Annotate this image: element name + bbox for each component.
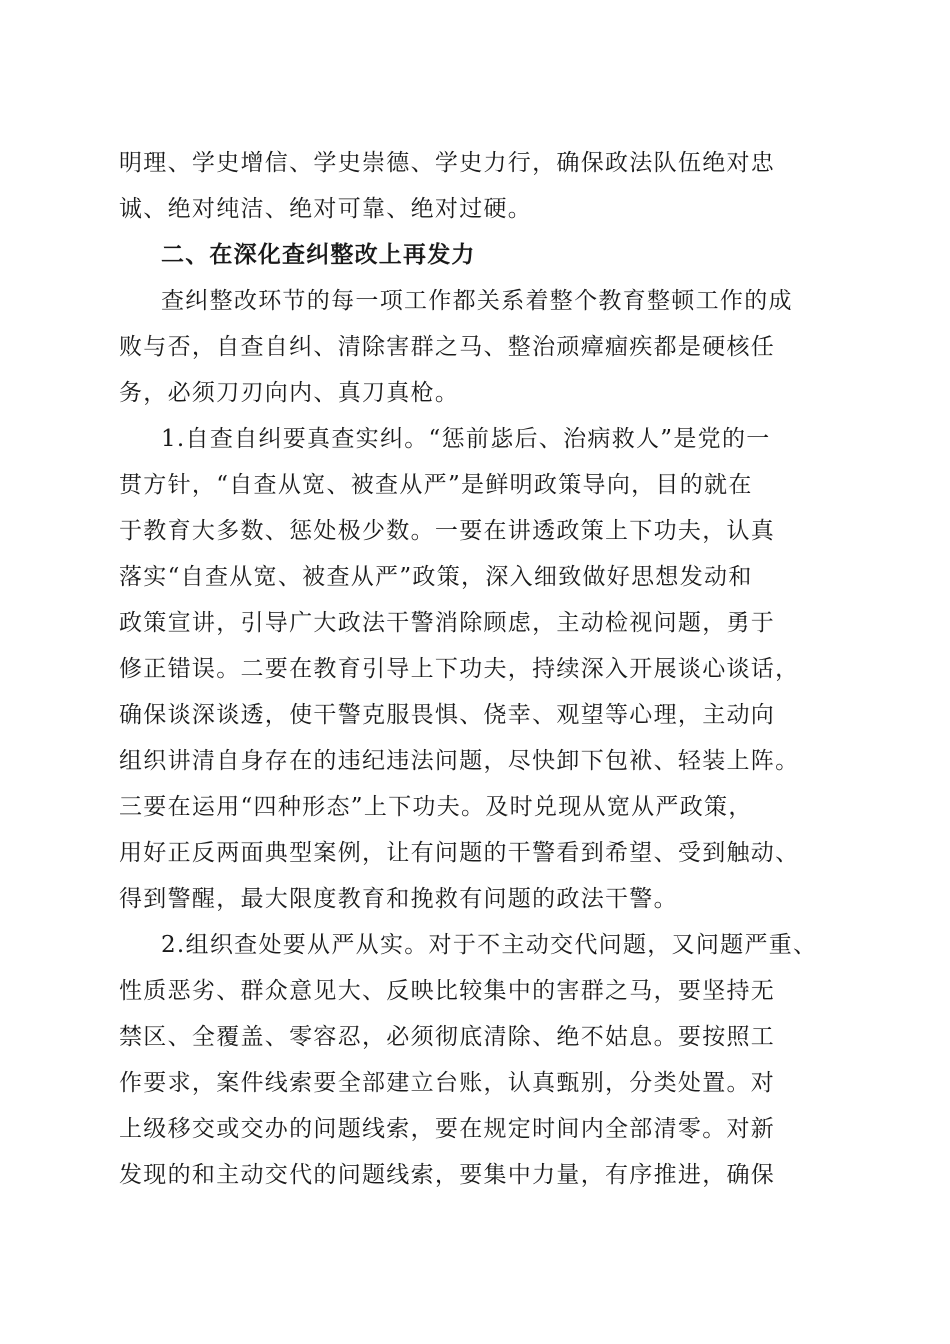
- text-line: 2.组织查处要从严从实。对于不主动交代问题，又问题严重、: [161, 932, 818, 958]
- text-line: 诚、绝对纯洁、绝对可靠、绝对过硬。: [119, 196, 533, 222]
- text-line: 性质恶劣、群众意见大、反映比较集中的害群之马，要坚持无: [119, 978, 776, 1004]
- text-line: 明理、学史增信、学史崇德、学史力行，确保政法队伍绝对忠: [119, 150, 776, 176]
- text-line: 落实“自查从宽、被查从严”政策，深入细致做好思想发动和: [119, 564, 753, 590]
- text-line: 务，必须刀刃向内、真刀真枪。: [119, 380, 460, 406]
- text-line: 贯方针，“自查从宽、被查从严”是鲜明政策导向，目的就在: [119, 472, 753, 498]
- text-line: 确保谈深谈透，使干警克服畏惧、侥幸、观望等心理，主动向: [119, 702, 776, 728]
- text-line: 作要求，案件线索要全部建立台账，认真甄别，分类处置。对: [119, 1070, 776, 1096]
- item-1-paragraph: [119, 416, 837, 922]
- text-line: 用好正反两面典型案例，让有问题的干警看到希望、受到触动、: [119, 840, 800, 866]
- text-line: 发现的和主动交代的问题线索，要集中力量，有序推进，确保: [119, 1162, 776, 1188]
- item-2-paragraph: [119, 922, 837, 1198]
- text-line: 禁区、全覆盖、零容忍，必须彻底清除、绝不姑息。要按照工: [119, 1024, 776, 1050]
- text-line: 1.自查自纠要真查实纠。“惩前毖后、治病救人”是党的一: [161, 426, 771, 452]
- section-intro-paragraph: [119, 278, 837, 416]
- text-line: 败与否，自查自纠、清除害群之马、整治顽瘴痼疾都是硬核任: [119, 334, 776, 360]
- section-heading: 二、在深化查纠整改上再发力: [161, 242, 476, 268]
- text-line: 三要在运用“四种形态”上下功夫。及时兑现从宽从严政策，: [119, 794, 753, 820]
- text-line: 查纠整改环节的每一项工作都关系着整个教育整顿工作的成: [161, 288, 793, 314]
- text-line: 政策宣讲，引导广大政法干警消除顾虑，主动检视问题，勇于: [119, 610, 776, 636]
- text-line: 修正错误。二要在教育引导上下功夫，持续深入开展谈心谈话，: [119, 656, 800, 682]
- text-line: 得到警醒，最大限度教育和挽救有问题的政法干警。: [119, 886, 678, 912]
- text-line: 于教育大多数、惩处极少数。一要在讲透政策上下功夫，认真: [119, 518, 776, 544]
- document-page: [119, 140, 837, 1198]
- text-line: 组织讲清自身存在的违纪违法问题，尽快卸下包袱、轻装上阵。: [119, 748, 800, 774]
- intro-paragraph: [119, 140, 837, 232]
- text-line: 上级移交或交办的问题线索，要在规定时间内全部清零。对新: [119, 1116, 776, 1142]
